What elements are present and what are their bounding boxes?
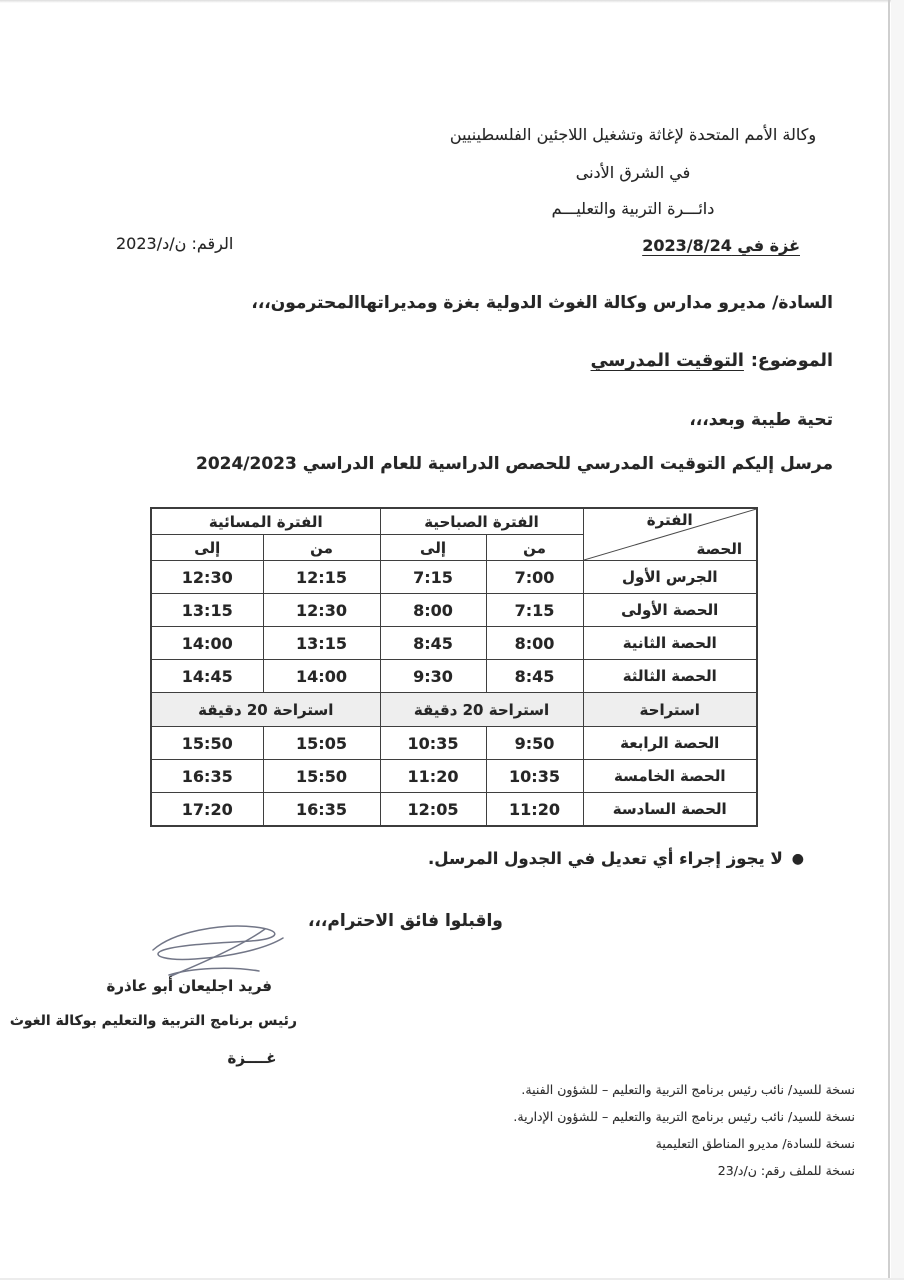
- ref-number: الرقم: ن/د/2023: [116, 234, 234, 253]
- time-cell: 14:00: [151, 627, 263, 660]
- break-label-cell: استراحة: [583, 693, 757, 727]
- time-cell: 15:50: [151, 727, 263, 760]
- corner-cell: [583, 508, 757, 561]
- addressee-main: السادة/ مديرو مدارس وكالة الغوث الدولية بغزة ومديراتها: [359, 293, 833, 313]
- timetable: [150, 507, 758, 827]
- evening-to-header: إلى: [151, 535, 263, 561]
- intro-line: مرسل إليكم التوقيت المدرسي للحصص الدراسية للعام الدراسي 2024/2023: [195, 454, 833, 474]
- time-cell: 15:50: [263, 760, 380, 793]
- cc-list: [513, 1076, 855, 1184]
- time-cell: 12:30: [151, 561, 263, 594]
- evening-from-header: من: [263, 535, 380, 561]
- time-cell: 13:15: [151, 594, 263, 627]
- period-label-cell: الحصة الخامسة: [583, 760, 757, 793]
- period-label-cell: الحصة السادسة: [583, 793, 757, 827]
- time-cell: 9:50: [486, 727, 583, 760]
- time-cell: 8:45: [380, 627, 486, 660]
- time-cell: 10:35: [380, 727, 486, 760]
- time-cell: 17:20: [151, 793, 263, 827]
- letterhead-org-name: وكالة الأمم المتحدة لإغاثة وتشغيل اللاجئين الفلسطينيين: [449, 125, 817, 144]
- cc-item: نسخة للسيد/ نائب رئيس برنامج التربية والتعليم – للشؤون الفنية.: [521, 1082, 855, 1097]
- period-row: [151, 760, 757, 793]
- morning-to-header: إلى: [380, 535, 486, 561]
- morning-group-header: الفترة الصباحية: [380, 508, 583, 535]
- break-row: [151, 693, 757, 727]
- greeting-line: تحية طيبة وبعد،،،: [689, 410, 833, 430]
- cc-item: نسخة للسيد/ نائب رئيس برنامج التربية والتعليم – للشؤون الإدارية.: [513, 1109, 855, 1124]
- addressee-honorific: المحترمون،،،: [251, 293, 360, 313]
- period-axis-label: الفترة: [646, 511, 693, 529]
- note-text: لا يجوز إجراء أي تعديل في الجدول المرسل.: [427, 849, 783, 868]
- time-cell: 15:05: [263, 727, 380, 760]
- time-cell: 10:35: [486, 760, 583, 793]
- signature-scribble: [143, 918, 299, 982]
- signatory-name: فريد اجليعان أبو عاذرة: [106, 977, 272, 995]
- letterhead-region: في الشرق الأدنى: [575, 163, 691, 182]
- time-cell: 7:15: [486, 594, 583, 627]
- signatory-title: رئيس برنامج التربية والتعليم بوكالة الغوث: [9, 1013, 297, 1029]
- time-cell: 11:20: [486, 793, 583, 827]
- time-cell: 8:00: [486, 627, 583, 660]
- scan-edge-right: [888, 0, 890, 1280]
- letterhead-department: دائـــرة التربية والتعليـــم: [551, 199, 715, 218]
- subject-line: [591, 351, 833, 371]
- period-row: [151, 793, 757, 827]
- closing-line: واقبلوا فائق الاحترام،،،: [308, 911, 503, 931]
- group-header-row: [151, 508, 757, 535]
- signatory-location: غــــزة: [227, 1049, 277, 1067]
- morning-from-header: من: [486, 535, 583, 561]
- timetable-container: [150, 507, 758, 827]
- time-cell: 16:35: [263, 793, 380, 827]
- bullet-icon: ●: [791, 851, 804, 867]
- period-row: [151, 727, 757, 760]
- cc-item: نسخة للملف رقم: ن/د/23: [717, 1163, 855, 1178]
- class-axis-label: الحصة: [696, 540, 742, 558]
- time-cell: 12:30: [263, 594, 380, 627]
- scan-edge-top: [0, 0, 904, 3]
- time-cell: 14:00: [263, 660, 380, 693]
- date-line: غزة في 2023/8/24: [642, 236, 800, 255]
- cc-item: نسخة للسادة/ مديرو المناطق التعليمية: [655, 1136, 855, 1151]
- paper-right-margin: [891, 0, 904, 1280]
- period-row: [151, 561, 757, 594]
- time-cell: 8:45: [486, 660, 583, 693]
- addressee-line: [251, 293, 833, 313]
- period-label-cell: الحصة الأولى: [583, 594, 757, 627]
- period-label-cell: الحصة الرابعة: [583, 727, 757, 760]
- evening-break-cell: استراحة 20 دقيقة: [151, 693, 380, 727]
- subject-label: الموضوع:: [750, 351, 833, 371]
- period-row: [151, 660, 757, 693]
- time-cell: 7:15: [380, 561, 486, 594]
- time-cell: 12:05: [380, 793, 486, 827]
- subject-value: التوقيت المدرسي: [590, 351, 744, 371]
- period-label-cell: الحصة الثانية: [583, 627, 757, 660]
- time-cell: 14:45: [151, 660, 263, 693]
- time-cell: 7:00: [486, 561, 583, 594]
- note-bullet-item: [428, 849, 804, 868]
- time-cell: 9:30: [380, 660, 486, 693]
- period-label-cell: الحصة الثالثة: [583, 660, 757, 693]
- time-cell: 12:15: [263, 561, 380, 594]
- evening-group-header: الفترة المسائية: [151, 508, 380, 535]
- period-label-cell: الجرس الأول: [583, 561, 757, 594]
- time-cell: 16:35: [151, 760, 263, 793]
- period-row: [151, 627, 757, 660]
- time-cell: 11:20: [380, 760, 486, 793]
- time-cell: 13:15: [263, 627, 380, 660]
- morning-break-cell: استراحة 20 دقيقة: [380, 693, 583, 727]
- period-row: [151, 594, 757, 627]
- time-cell: 8:00: [380, 594, 486, 627]
